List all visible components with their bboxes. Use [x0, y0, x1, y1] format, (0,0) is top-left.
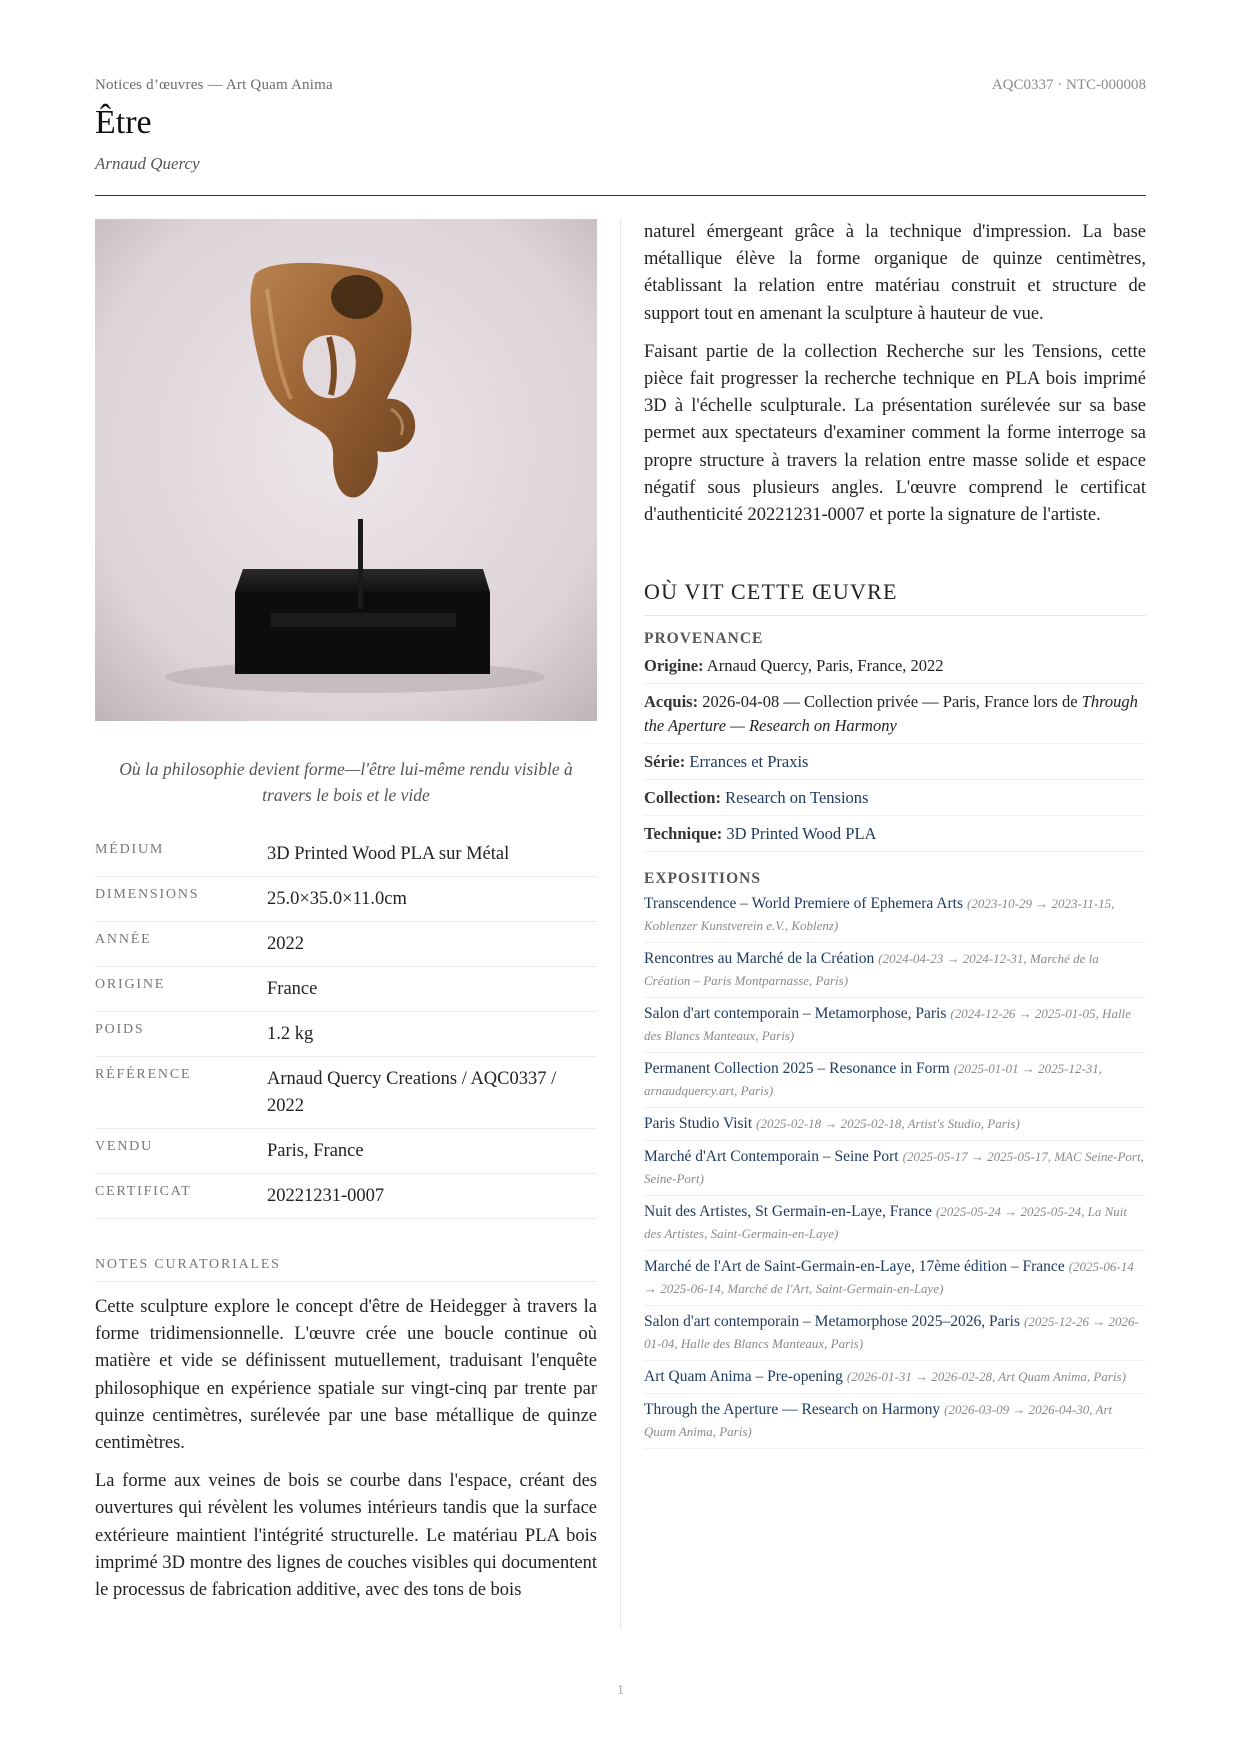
artwork-title: Être: [95, 104, 152, 141]
exhibition-item: [644, 1306, 1146, 1361]
provenance-series: [644, 744, 1146, 780]
spec-row: [95, 1129, 597, 1174]
exhibition-link[interactable]: Salon d'art contemporain – Metamorphose, Paris: [644, 1005, 947, 1023]
spec-label: RÉFÉRENCE: [95, 1057, 267, 1129]
exhibition-item: [644, 1394, 1146, 1449]
artwork-photo: [95, 219, 597, 721]
notice-page: [95, 0, 1146, 1754]
spec-label: ORIGINE: [95, 967, 267, 1012]
specs-table: [95, 832, 597, 1219]
spec-row: [95, 967, 597, 1012]
exhibition-item: [644, 943, 1146, 998]
spec-row: [95, 832, 597, 877]
acquired-value: 2026-04-08 — Collection privée — Paris, France lors de: [702, 692, 1078, 712]
curatorial-notes-heading: NOTES CURATORIALES: [95, 1257, 597, 1282]
exhibition-meta: (2024-04-23 → 2024-12-31, Marché de la Création – Paris Montparnasse, Paris): [644, 951, 1099, 989]
spec-label: POIDS: [95, 1012, 267, 1057]
series-label: Série:: [644, 752, 686, 772]
exhibition-meta: (2025-06-14 → 2025-06-14, Marché de l'Art, Saint-Germain-en-Laye): [644, 1259, 1134, 1297]
collection-label: Collection:: [644, 788, 721, 808]
spec-row: [95, 1057, 597, 1129]
spec-row: [95, 1012, 597, 1057]
column-divider: [620, 219, 621, 1629]
spec-value: 20221231-0007: [267, 1174, 597, 1219]
spec-row: [95, 877, 597, 922]
exhibition-meta: (2024-12-26 → 2025-01-05, Halle des Blancs Manteaux, Paris): [644, 1006, 1131, 1044]
exhibition-link[interactable]: Marché de l'Art de Saint-Germain-en-Laye, 17ème édition – France: [644, 1258, 1065, 1276]
provenance-collection: [644, 780, 1146, 816]
site-name: Notices d’œuvres — Art Quam Anima: [95, 77, 333, 93]
exhibition-meta: (2025-01-01 → 2025-12-31, arnaudquercy.art, Paris): [644, 1061, 1103, 1099]
exhibition-item: [644, 1251, 1146, 1306]
exhibitions-heading: EXPOSITIONS: [644, 870, 761, 888]
artist-name: Arnaud Quercy: [95, 154, 200, 173]
exhibition-item: [644, 998, 1146, 1053]
exhibition-link[interactable]: Transcendence – World Premiere of Ephemera Arts: [644, 895, 963, 913]
exhibition-link[interactable]: Paris Studio Visit: [644, 1115, 753, 1133]
exhibition-item: [644, 1053, 1146, 1108]
exhibition-item: [644, 1361, 1146, 1394]
curatorial-paragraph: La forme aux veines de bois se courbe dans l'espace, créant des ouvertures qui révèlent les volumes intérieurs tandis que la surface extérieure maintient l'intégrité structurelle. Le matériau PLA bois imprimé 3D montre des lignes de couches visibles qui documentent le processus de fabrication additive, avec des tons de bois: [95, 1471, 597, 1601]
spec-row: [95, 922, 597, 967]
spec-value: Arnaud Quercy Creations / AQC0337 / 2022: [267, 1057, 597, 1129]
provenance-origin: [644, 648, 1146, 684]
spec-value: Paris, France: [267, 1129, 597, 1174]
spec-value: 1.2 kg: [267, 1012, 597, 1057]
spec-row: [95, 1174, 597, 1219]
exhibitions-list: [644, 888, 1146, 1449]
exhibition-link[interactable]: Rencontres au Marché de la Création: [644, 950, 875, 968]
spec-label: DIMENSIONS: [95, 877, 267, 922]
spec-label: ANNÉE: [95, 922, 267, 967]
artwork-caption: Où la philosophie devient forme—l'être lui-même rendu visible à travers le bois et le vide: [119, 759, 573, 805]
exhibition-link[interactable]: Marché d'Art Contemporain – Seine Port: [644, 1148, 899, 1166]
exhibition-item: [644, 1141, 1146, 1196]
exhibition-item: [644, 1196, 1146, 1251]
exhibition-link[interactable]: Art Quam Anima – Pre-opening: [644, 1368, 843, 1386]
exhibition-link[interactable]: Permanent Collection 2025 – Resonance in Form: [644, 1060, 950, 1078]
provenance-technique: [644, 816, 1146, 852]
spec-label: MÉDIUM: [95, 832, 267, 877]
spec-label: CERTIFICAT: [95, 1174, 267, 1219]
provenance-heading: PROVENANCE: [644, 630, 764, 648]
curatorial-paragraph: Cette sculpture explore le concept d'être de Heidegger à travers la forme tridimensionnelle. L'œuvre crée une boucle continue où matière et vide se définissent mutuellement, traduisant l'enquête philosophique en expérience spatiale sur vingt-cinq par trente par quinze centimètres, surélevée par une base métallique de quinze centimètres.: [95, 1297, 597, 1454]
origin-value: Arnaud Quercy, Paris, France, 2022: [706, 656, 944, 676]
page-number: 1: [617, 1683, 624, 1698]
collection-link[interactable]: Research on Tensions: [725, 788, 869, 808]
spec-value: 2022: [267, 922, 597, 967]
where-heading: OÙ VIT CETTE ŒUVRE: [644, 579, 1146, 616]
exhibition-item: [644, 888, 1146, 943]
spec-value: 3D Printed Wood PLA sur Métal: [267, 832, 597, 877]
exhibition-meta: (2026-01-31 → 2026-02-28, Art Quam Anima, Paris): [846, 1369, 1126, 1385]
curatorial-paragraph: Faisant partie de la collection Recherche sur les Tensions, cette pièce fait progresser la recherche technique en PLA bois imprimé 3D à l'échelle sculpturale. La présentation surélevée sur sa base permet aux spectateurs d'examiner comment la forme interroge sa propre structure à travers la relation entre masse solide et espace négatif sous plusieurs angles. L'œuvre comprend le certificat d'authenticité 20221231-0007 et porte la signature de l'artiste.: [644, 341, 1146, 526]
right-column: [644, 219, 1146, 1449]
page-header: [95, 77, 1146, 196]
exhibition-meta: (2025-05-24 → 2025-05-24, La Nuit des Artistes, Saint-Germain-en-Laye): [644, 1204, 1127, 1242]
exhibition-meta: (2023-10-29 → 2023-11-15, Koblenzer Kunstverein e.V., Koblenz): [644, 896, 1115, 934]
exhibition-meta: (2025-02-18 → 2025-02-18, Artist's Studio, Paris): [756, 1116, 1020, 1132]
spec-value: France: [267, 967, 597, 1012]
technique-link[interactable]: 3D Printed Wood PLA: [726, 824, 877, 844]
exhibition-meta: (2026-03-09 → 2026-04-30, Art Quam Anima, Paris): [644, 1402, 1113, 1440]
exhibition-meta: (2025-12-26 → 2026-01-04, Halle des Blancs Manteaux, Paris): [644, 1314, 1139, 1352]
exhibition-meta: (2025-05-17 → 2025-05-17, MAC Seine-Port, Seine-Port): [644, 1149, 1144, 1187]
artwork-reference: AQC0337 · NTC-000008: [991, 77, 1146, 93]
origin-label: Origine:: [644, 656, 704, 676]
exhibition-link[interactable]: Through the Aperture — Research on Harmony: [644, 1401, 941, 1419]
exhibition-link[interactable]: Nuit des Artistes, St Germain-en-Laye, France: [644, 1203, 932, 1221]
curatorial-paragraph: naturel émergeant grâce à la technique d'impression. La base métallique élève la forme organique de quinze centimètres, établissant la relation entre matériau construit et structure de support tout en amenant la sculpture à hauteur de vue.: [644, 222, 1146, 324]
exhibition-link[interactable]: Salon d'art contemporain – Metamorphose 2025–2026, Paris: [644, 1313, 1021, 1331]
series-link[interactable]: Errances et Praxis: [689, 752, 809, 772]
acquired-event: Through the Aperture — Research on Harmony: [644, 692, 1138, 736]
spec-label: VENDU: [95, 1129, 267, 1174]
technique-label: Technique:: [644, 824, 723, 844]
exhibition-item: [644, 1108, 1146, 1141]
left-column: [95, 219, 597, 1604]
spec-value: 25.0×35.0×11.0cm: [267, 877, 597, 922]
acquired-label: Acquis:: [644, 692, 699, 712]
provenance-acquired: [644, 684, 1146, 744]
